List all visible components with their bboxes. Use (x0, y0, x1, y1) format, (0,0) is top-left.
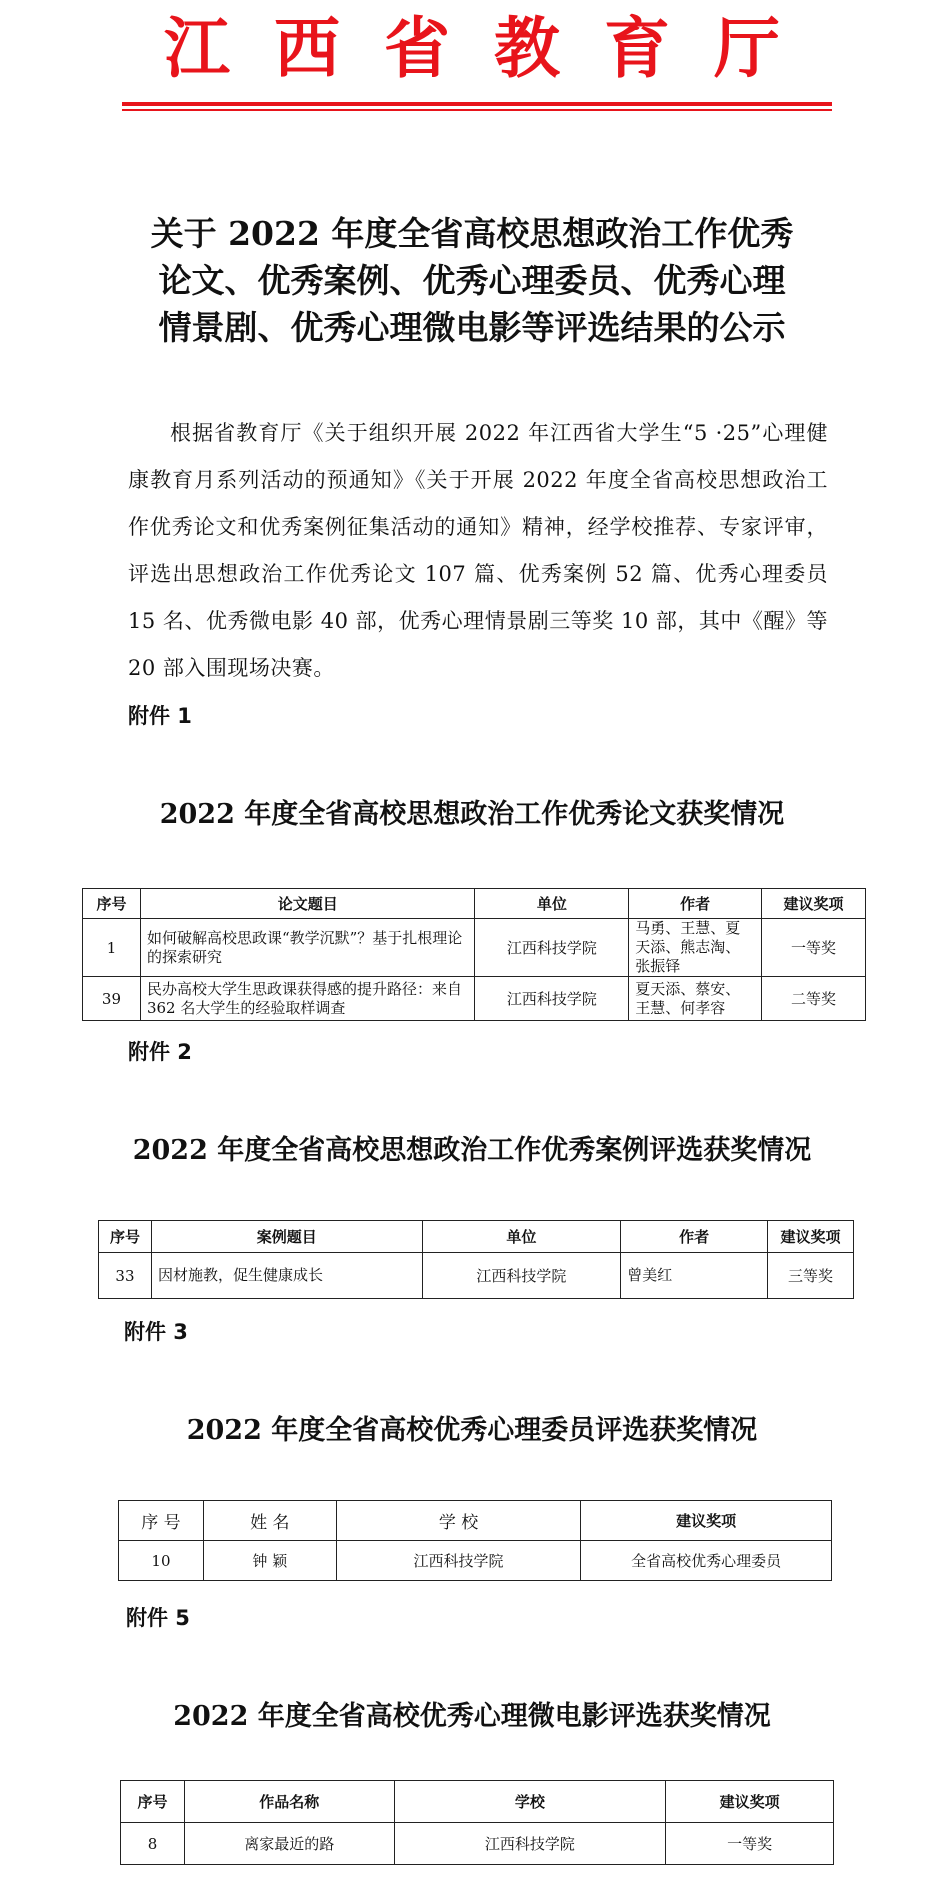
cases-table (98, 1220, 854, 1299)
cell-unit: 江西科技学院 (422, 1253, 621, 1299)
col-header: 案例题目 (151, 1221, 422, 1253)
cell-index: 39 (83, 977, 141, 1021)
cell-unit: 江西科技学院 (475, 977, 629, 1021)
col-header: 作者 (629, 889, 762, 919)
title-line: 关于 2022 年度全省高校思想政治工作优秀 (150, 214, 794, 253)
title-line: 情景剧、优秀心理微电影等评选结果的公示 (158, 308, 786, 347)
counselor-table (118, 1500, 832, 1581)
cell-index: 1 (83, 919, 141, 977)
cell-work-title: 离家最近的路 (184, 1823, 394, 1865)
col-header: 序号 (121, 1781, 185, 1823)
section-heading: 2022 年度全省高校思想政治工作优秀案例评选获奖情况 (132, 1135, 812, 1166)
col-header: 建议奖项 (581, 1501, 832, 1541)
cell-authors: 夏天添、蔡安、王慧、何孝容 (629, 977, 762, 1021)
table-row (121, 1823, 834, 1865)
col-header: 作者 (621, 1221, 768, 1253)
cell-name: 钟 颖 (203, 1541, 336, 1581)
col-header: 建议奖项 (666, 1781, 834, 1823)
masthead-red-rule (122, 102, 832, 106)
papers-table (82, 888, 866, 1021)
cell-index: 33 (99, 1253, 152, 1299)
cell-authors: 马勇、王慧、夏天添、熊志淘、张振铎 (629, 919, 762, 977)
cell-title: 民办高校大学生思政课获得感的提升路径：来自 362 名大学生的经验取样调查 (140, 977, 475, 1021)
attachment-label: 附件 2 (128, 1040, 192, 1064)
table-header-row (121, 1781, 834, 1823)
microfilm-table (120, 1780, 834, 1865)
col-header: 单位 (422, 1221, 621, 1253)
attachment-label: 附件 5 (126, 1606, 190, 1630)
table-header-row (83, 889, 866, 919)
cell-authors: 曾美红 (621, 1253, 768, 1299)
cell-award: 三等奖 (768, 1253, 854, 1299)
cell-index: 8 (121, 1823, 185, 1865)
col-header: 序 号 (119, 1501, 204, 1541)
table-row (119, 1541, 832, 1581)
cell-award: 二等奖 (762, 977, 866, 1021)
col-header: 姓 名 (203, 1501, 336, 1541)
table-header-row (119, 1501, 832, 1541)
attachment-label: 附件 1 (128, 704, 192, 728)
col-header: 学 校 (336, 1501, 581, 1541)
section-heading: 2022 年度全省高校思想政治工作优秀论文获奖情况 (159, 799, 785, 830)
masthead-title: 江西省教育厅 (164, 9, 824, 87)
col-header: 学校 (394, 1781, 666, 1823)
cell-award: 一等奖 (762, 919, 866, 977)
col-header: 论文题目 (140, 889, 475, 919)
table-row (83, 977, 866, 1021)
cell-index: 10 (119, 1541, 204, 1581)
cell-title: 如何破解高校思政课“教学沉默”？基于扎根理论的探索研究 (140, 919, 475, 977)
attachment-label: 附件 3 (124, 1320, 188, 1344)
masthead-red-rule-thin (122, 109, 832, 111)
col-header: 序号 (99, 1221, 152, 1253)
section-heading: 2022 年度全省高校优秀心理微电影评选获奖情况 (173, 1701, 771, 1732)
table-row (83, 919, 866, 977)
col-header: 建议奖项 (768, 1221, 854, 1253)
col-header: 单位 (475, 889, 629, 919)
table-row (99, 1253, 854, 1299)
cell-school: 江西科技学院 (336, 1541, 581, 1581)
col-header: 建议奖项 (762, 889, 866, 919)
col-header: 作品名称 (184, 1781, 394, 1823)
cell-award: 全省高校优秀心理委员 (581, 1541, 832, 1581)
title-line: 论文、优秀案例、优秀心理委员、优秀心理 (158, 261, 786, 300)
cell-unit: 江西科技学院 (475, 919, 629, 977)
cell-title: 因材施教，促生健康成长 (151, 1253, 422, 1299)
document-title (100, 210, 844, 351)
section-heading: 2022 年度全省高校优秀心理委员评选获奖情况 (186, 1415, 758, 1446)
body-paragraph: 根据省教育厅《关于组织开展 2022 年江西省大学生“5 ·25”心理健康教育月系列活动的预通知》《关于开展 2022 年度全省高校思想政治工作优秀论文和优秀案例征集活动的通知》精神，经学校推荐、专家评审，评选出思想政治工作优秀论文 107 篇、优秀案例 52 篇、优秀心理委员 15 名、优秀微电影 40 部，优秀心理情景剧三等奖 10 部，其中《醒》等 20 部入围现场决赛。 (128, 421, 828, 680)
cell-award: 一等奖 (666, 1823, 834, 1865)
table-header-row (99, 1221, 854, 1253)
cell-school: 江西科技学院 (394, 1823, 666, 1865)
col-header: 序号 (83, 889, 141, 919)
